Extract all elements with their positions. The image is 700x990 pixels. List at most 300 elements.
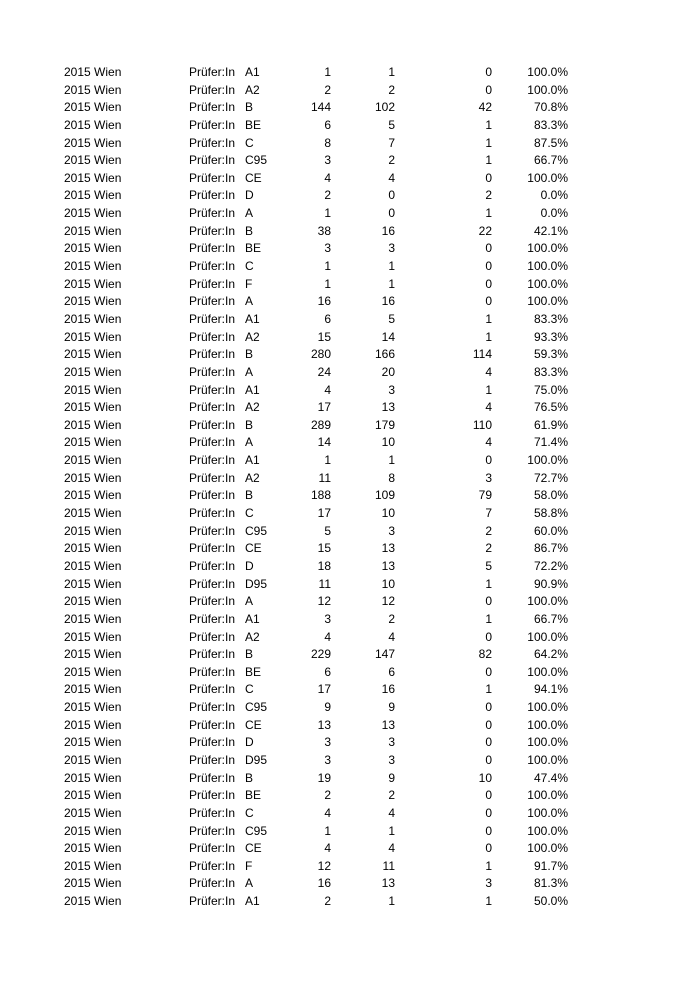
total-count-cell: 4	[324, 382, 331, 397]
passed-count-cell: 0	[388, 188, 395, 203]
passed-count-cell: 1	[388, 453, 395, 468]
passed-count-cell: 1	[388, 894, 395, 909]
failed-count-cell: 0	[485, 276, 492, 291]
year-location-cell: 2015 Wien	[64, 770, 122, 785]
total-count-cell: 4	[324, 170, 331, 185]
table-row	[0, 734, 700, 752]
failed-count-cell: 3	[485, 876, 492, 891]
pass-rate-cell: 100.0%	[527, 65, 568, 79]
failed-count-cell: 2	[485, 188, 492, 203]
total-count-cell: 12	[317, 858, 331, 873]
pass-rate-cell: 100.0%	[527, 241, 568, 256]
total-count-cell: 2	[324, 894, 331, 909]
role-cell: Prüfer:In	[189, 241, 236, 256]
role-cell: Prüfer:In	[189, 206, 236, 221]
failed-count-cell: 0	[485, 752, 492, 767]
year-location-cell: 2015 Wien	[64, 188, 122, 203]
failed-count-cell: 10	[478, 770, 492, 785]
role-cell: Prüfer:In	[189, 364, 236, 379]
passed-count-cell: 14	[381, 329, 395, 344]
table-row	[0, 293, 700, 311]
table-row	[0, 452, 700, 470]
license-class-cell: A1	[245, 65, 260, 79]
pass-rate-cell: 91.7%	[533, 858, 568, 873]
passed-count-cell: 10	[381, 576, 395, 591]
pass-rate-cell: 87.5%	[533, 135, 568, 150]
failed-count-cell: 0	[485, 805, 492, 820]
passed-count-cell: 102	[374, 100, 395, 115]
pass-rate-cell: 100.0%	[527, 82, 568, 97]
pass-rate-cell: 100.0%	[527, 294, 568, 309]
license-class-cell: C95	[245, 153, 268, 168]
license-class-cell: CE	[245, 541, 262, 556]
total-count-cell: 16	[317, 294, 331, 309]
pass-rate-cell: 72.2%	[533, 558, 568, 573]
table-row	[0, 576, 700, 594]
pass-rate-cell: 100.0%	[527, 841, 568, 856]
table-row	[0, 382, 700, 400]
table-row	[0, 117, 700, 135]
passed-count-cell: 9	[388, 770, 395, 785]
role-cell: Prüfer:In	[189, 735, 236, 750]
table-row	[0, 717, 700, 735]
passed-count-cell: 4	[388, 170, 395, 185]
table-row	[0, 258, 700, 276]
passed-count-cell: 3	[388, 752, 395, 767]
table-row	[0, 329, 700, 347]
license-class-cell: A1	[245, 611, 260, 626]
total-count-cell: 12	[317, 594, 331, 609]
license-class-cell: A2	[245, 82, 260, 97]
failed-count-cell: 0	[485, 841, 492, 856]
license-class-cell: B	[245, 100, 254, 115]
role-cell: Prüfer:In	[189, 400, 236, 415]
year-location-cell: 2015 Wien	[64, 382, 122, 397]
table-row	[0, 276, 700, 294]
role-cell: Prüfer:In	[189, 117, 236, 132]
year-location-cell: 2015 Wien	[64, 135, 122, 150]
total-count-cell: 6	[324, 664, 331, 679]
pass-rate-cell: 100.0%	[527, 170, 568, 185]
table-row	[0, 170, 700, 188]
failed-count-cell: 0	[485, 259, 492, 274]
table-row	[0, 417, 700, 435]
pass-rate-cell: 72.7%	[533, 470, 568, 485]
year-location-cell: 2015 Wien	[64, 435, 122, 450]
pass-rate-cell: 100.0%	[527, 594, 568, 609]
pass-rate-cell: 100.0%	[527, 805, 568, 820]
total-count-cell: 4	[324, 805, 331, 820]
year-location-cell: 2015 Wien	[64, 682, 122, 697]
license-class-cell: D	[245, 558, 254, 573]
year-location-cell: 2015 Wien	[64, 470, 122, 485]
failed-count-cell: 110	[472, 417, 492, 432]
license-class-cell: BE	[245, 117, 262, 132]
passed-count-cell: 16	[381, 294, 395, 309]
role-cell: Prüfer:In	[189, 417, 236, 432]
total-count-cell: 289	[310, 417, 331, 432]
failed-count-cell: 0	[485, 629, 492, 644]
role-cell: Prüfer:In	[189, 188, 236, 203]
failed-count-cell: 0	[485, 82, 492, 97]
pass-rate-cell: 64.2%	[533, 647, 568, 662]
pass-rate-cell: 100.0%	[527, 664, 568, 679]
failed-count-cell: 1	[485, 206, 492, 221]
total-count-cell: 2	[324, 82, 331, 97]
passed-count-cell: 2	[388, 611, 395, 626]
passed-count-cell: 5	[388, 117, 395, 132]
year-location-cell: 2015 Wien	[64, 276, 122, 291]
year-location-cell: 2015 Wien	[64, 858, 122, 873]
total-count-cell: 4	[324, 629, 331, 644]
role-cell: Prüfer:In	[189, 276, 236, 291]
total-count-cell: 13	[317, 717, 331, 732]
total-count-cell: 6	[324, 117, 331, 132]
role-cell: Prüfer:In	[189, 153, 236, 168]
total-count-cell: 280	[310, 347, 331, 362]
passed-count-cell: 13	[381, 400, 395, 415]
table-row	[0, 840, 700, 858]
passed-count-cell: 1	[388, 259, 395, 274]
pass-rate-cell: 100.0%	[527, 276, 568, 291]
total-count-cell: 15	[317, 541, 331, 556]
failed-count-cell: 0	[485, 700, 492, 715]
failed-count-cell: 1	[485, 682, 492, 697]
passed-count-cell: 3	[388, 382, 395, 397]
year-location-cell: 2015 Wien	[64, 541, 122, 556]
total-count-cell: 2	[324, 188, 331, 203]
license-class-cell: C	[245, 506, 254, 521]
total-count-cell: 229	[310, 647, 331, 662]
table-row	[0, 629, 700, 647]
table-row	[0, 823, 700, 841]
year-location-cell: 2015 Wien	[64, 805, 122, 820]
table-row	[0, 558, 700, 576]
total-count-cell: 9	[324, 700, 331, 715]
pass-rate-cell: 0.0%	[540, 206, 568, 221]
license-class-cell: A1	[245, 453, 260, 468]
passed-count-cell: 4	[388, 629, 395, 644]
table-row	[0, 805, 700, 823]
pass-rate-cell: 83.3%	[533, 311, 568, 326]
passed-count-cell: 13	[381, 876, 395, 891]
table-row	[0, 540, 700, 558]
role-cell: Prüfer:In	[189, 876, 236, 891]
pass-rate-cell: 100.0%	[527, 823, 568, 838]
total-count-cell: 1	[324, 259, 331, 274]
pass-rate-cell: 83.3%	[533, 117, 568, 132]
table-row	[0, 99, 700, 117]
failed-count-cell: 1	[485, 576, 492, 591]
passed-count-cell: 147	[374, 647, 395, 662]
passed-count-cell: 1	[388, 823, 395, 838]
table-row	[0, 611, 700, 629]
license-class-cell: B	[245, 770, 254, 785]
table-row	[0, 593, 700, 611]
failed-count-cell: 0	[485, 594, 492, 609]
year-location-cell: 2015 Wien	[64, 453, 122, 468]
pass-rate-cell: 100.0%	[527, 700, 568, 715]
pass-rate-cell: 90.9%	[533, 576, 568, 591]
license-class-cell: A2	[245, 400, 260, 415]
license-class-cell: A2	[245, 329, 260, 344]
failed-count-cell: 4	[485, 364, 492, 379]
passed-count-cell: 2	[388, 153, 395, 168]
total-count-cell: 17	[317, 506, 331, 521]
total-count-cell: 11	[318, 576, 331, 591]
year-location-cell: 2015 Wien	[64, 82, 122, 97]
role-cell: Prüfer:In	[189, 558, 236, 573]
license-class-cell: C	[245, 805, 254, 820]
license-class-cell: A	[245, 594, 254, 609]
table-row	[0, 523, 700, 541]
table-row	[0, 893, 700, 911]
year-location-cell: 2015 Wien	[64, 735, 122, 750]
year-location-cell: 2015 Wien	[64, 223, 122, 238]
year-location-cell: 2015 Wien	[64, 488, 122, 503]
role-cell: Prüfer:In	[189, 770, 236, 785]
total-count-cell: 1	[324, 206, 331, 221]
total-count-cell: 6	[324, 311, 331, 326]
license-class-cell: B	[245, 647, 254, 662]
role-cell: Prüfer:In	[189, 170, 236, 185]
total-count-cell: 3	[324, 752, 331, 767]
year-location-cell: 2015 Wien	[64, 206, 122, 221]
failed-count-cell: 82	[478, 647, 492, 662]
total-count-cell: 11	[318, 470, 331, 485]
pass-rate-cell: 100.0%	[527, 259, 568, 274]
total-count-cell: 5	[324, 523, 331, 538]
license-class-cell: C95	[245, 823, 268, 838]
passed-count-cell: 13	[381, 541, 395, 556]
year-location-cell: 2015 Wien	[64, 311, 122, 326]
role-cell: Prüfer:In	[189, 100, 236, 115]
role-cell: Prüfer:In	[189, 594, 236, 609]
failed-count-cell: 0	[485, 735, 492, 750]
passed-count-cell: 166	[374, 347, 395, 362]
pass-rate-cell: 60.0%	[533, 523, 568, 538]
license-class-cell: C	[245, 135, 254, 150]
year-location-cell: 2015 Wien	[64, 823, 122, 838]
role-cell: Prüfer:In	[189, 647, 236, 662]
license-class-cell: BE	[245, 664, 262, 679]
year-location-cell: 2015 Wien	[64, 594, 122, 609]
failed-count-cell: 1	[485, 611, 492, 626]
role-cell: Prüfer:In	[189, 894, 236, 909]
year-location-cell: 2015 Wien	[64, 347, 122, 362]
role-cell: Prüfer:In	[189, 347, 236, 362]
license-class-cell: BE	[245, 788, 262, 803]
year-location-cell: 2015 Wien	[64, 170, 122, 185]
role-cell: Prüfer:In	[189, 682, 236, 697]
failed-count-cell: 4	[485, 435, 492, 450]
failed-count-cell: 1	[485, 135, 492, 150]
role-cell: Prüfer:In	[189, 311, 236, 326]
total-count-cell: 1	[324, 65, 331, 79]
passed-count-cell: 8	[388, 470, 395, 485]
failed-count-cell: 0	[485, 170, 492, 185]
passed-count-cell: 13	[381, 558, 395, 573]
role-cell: Prüfer:In	[189, 858, 236, 873]
pass-rate-cell: 100.0%	[527, 735, 568, 750]
total-count-cell: 3	[324, 153, 331, 168]
failed-count-cell: 0	[485, 294, 492, 309]
pass-rate-cell: 100.0%	[527, 788, 568, 803]
role-cell: Prüfer:In	[189, 259, 236, 274]
license-class-cell: A	[245, 364, 254, 379]
year-location-cell: 2015 Wien	[64, 364, 122, 379]
failed-count-cell: 1	[485, 117, 492, 132]
role-cell: Prüfer:In	[189, 611, 236, 626]
pass-rate-cell: 83.3%	[533, 364, 568, 379]
pass-rate-cell: 59.3%	[533, 347, 568, 362]
pass-rate-cell: 100.0%	[527, 453, 568, 468]
license-class-cell: D95	[245, 752, 268, 767]
license-class-cell: A2	[245, 629, 260, 644]
year-location-cell: 2015 Wien	[64, 576, 122, 591]
role-cell: Prüfer:In	[189, 453, 236, 468]
failed-count-cell: 42	[478, 100, 492, 115]
license-class-cell: D	[245, 735, 254, 750]
failed-count-cell: 22	[478, 223, 492, 238]
passed-count-cell: 0	[388, 206, 395, 221]
table-row	[0, 664, 700, 682]
passed-count-cell: 20	[381, 364, 395, 379]
table-row	[0, 681, 700, 699]
total-count-cell: 8	[324, 135, 331, 150]
year-location-cell: 2015 Wien	[64, 153, 122, 168]
license-class-cell: C	[245, 259, 254, 274]
table-row	[0, 787, 700, 805]
pass-rate-cell: 70.8%	[533, 100, 568, 115]
table-row	[0, 82, 700, 100]
passed-count-cell: 5	[388, 311, 395, 326]
passed-count-cell: 9	[388, 700, 395, 715]
role-cell: Prüfer:In	[189, 506, 236, 521]
license-class-cell: C95	[245, 523, 268, 538]
total-count-cell: 19	[317, 770, 331, 785]
failed-count-cell: 0	[485, 65, 492, 79]
role-cell: Prüfer:In	[189, 700, 236, 715]
table-row	[0, 187, 700, 205]
passed-count-cell: 16	[381, 223, 395, 238]
year-location-cell: 2015 Wien	[64, 611, 122, 626]
failed-count-cell: 0	[485, 823, 492, 838]
failed-count-cell: 4	[485, 400, 492, 415]
year-location-cell: 2015 Wien	[64, 629, 122, 644]
pass-rate-cell: 93.3%	[533, 329, 568, 344]
table-row	[0, 699, 700, 717]
role-cell: Prüfer:In	[189, 65, 236, 79]
passed-count-cell: 10	[381, 435, 395, 450]
license-class-cell: C	[245, 682, 254, 697]
passed-count-cell: 6	[388, 664, 395, 679]
license-class-cell: C95	[245, 700, 268, 715]
license-class-cell: A2	[245, 470, 260, 485]
passed-count-cell: 3	[388, 523, 395, 538]
table-row	[0, 770, 700, 788]
failed-count-cell: 0	[485, 788, 492, 803]
license-class-cell: B	[245, 347, 254, 362]
pass-rate-cell: 86.7%	[533, 541, 568, 556]
total-count-cell: 17	[317, 682, 331, 697]
failed-count-cell: 5	[485, 558, 492, 573]
year-location-cell: 2015 Wien	[64, 647, 122, 662]
role-cell: Prüfer:In	[189, 435, 236, 450]
year-location-cell: 2015 Wien	[64, 664, 122, 679]
failed-count-cell: 1	[485, 329, 492, 344]
total-count-cell: 24	[317, 364, 331, 379]
year-location-cell: 2015 Wien	[64, 788, 122, 803]
pass-rate-cell: 58.0%	[533, 488, 568, 503]
total-count-cell: 144	[310, 100, 331, 115]
year-location-cell: 2015 Wien	[64, 294, 122, 309]
license-class-cell: BE	[245, 241, 262, 256]
total-count-cell: 14	[317, 435, 331, 450]
license-class-cell: A	[245, 876, 254, 891]
total-count-cell: 1	[324, 276, 331, 291]
role-cell: Prüfer:In	[189, 82, 236, 97]
license-class-cell: A	[245, 435, 254, 450]
year-location-cell: 2015 Wien	[64, 752, 122, 767]
pass-rate-cell: 100.0%	[527, 717, 568, 732]
pass-rate-cell: 50.0%	[533, 894, 568, 909]
role-cell: Prüfer:In	[189, 788, 236, 803]
role-cell: Prüfer:In	[189, 717, 236, 732]
passed-count-cell: 1	[388, 65, 395, 79]
failed-count-cell: 7	[485, 506, 492, 521]
total-count-cell: 3	[324, 241, 331, 256]
passed-count-cell: 11	[382, 858, 395, 873]
license-class-cell: F	[245, 276, 253, 291]
year-location-cell: 2015 Wien	[64, 100, 122, 115]
pass-rate-cell: 66.7%	[533, 611, 568, 626]
table-row	[0, 135, 700, 153]
failed-count-cell: 0	[485, 453, 492, 468]
table-row	[0, 646, 700, 664]
total-count-cell: 15	[317, 329, 331, 344]
role-cell: Prüfer:In	[189, 488, 236, 503]
total-count-cell: 38	[317, 223, 331, 238]
passed-count-cell: 13	[381, 717, 395, 732]
total-count-cell: 1	[324, 453, 331, 468]
role-cell: Prüfer:In	[189, 664, 236, 679]
license-class-cell: B	[245, 417, 254, 432]
passed-count-cell: 179	[374, 417, 395, 432]
passed-count-cell: 7	[388, 135, 395, 150]
passed-count-cell: 109	[374, 488, 395, 503]
role-cell: Prüfer:In	[189, 329, 236, 344]
license-class-cell: D	[245, 188, 254, 203]
table-row	[0, 487, 700, 505]
passed-count-cell: 2	[388, 82, 395, 97]
pass-rate-cell: 58.8%	[533, 506, 568, 521]
license-class-cell: CE	[245, 841, 262, 856]
table-row	[0, 364, 700, 382]
total-count-cell: 4	[324, 841, 331, 856]
license-class-cell: A1	[245, 311, 260, 326]
table-row	[0, 505, 700, 523]
table-row	[0, 346, 700, 364]
total-count-cell: 188	[310, 488, 331, 503]
year-location-cell: 2015 Wien	[64, 841, 122, 856]
total-count-cell: 18	[317, 558, 331, 573]
role-cell: Prüfer:In	[189, 752, 236, 767]
table-row	[0, 152, 700, 170]
year-location-cell: 2015 Wien	[64, 241, 122, 256]
table-row	[0, 311, 700, 329]
table-row	[0, 205, 700, 223]
